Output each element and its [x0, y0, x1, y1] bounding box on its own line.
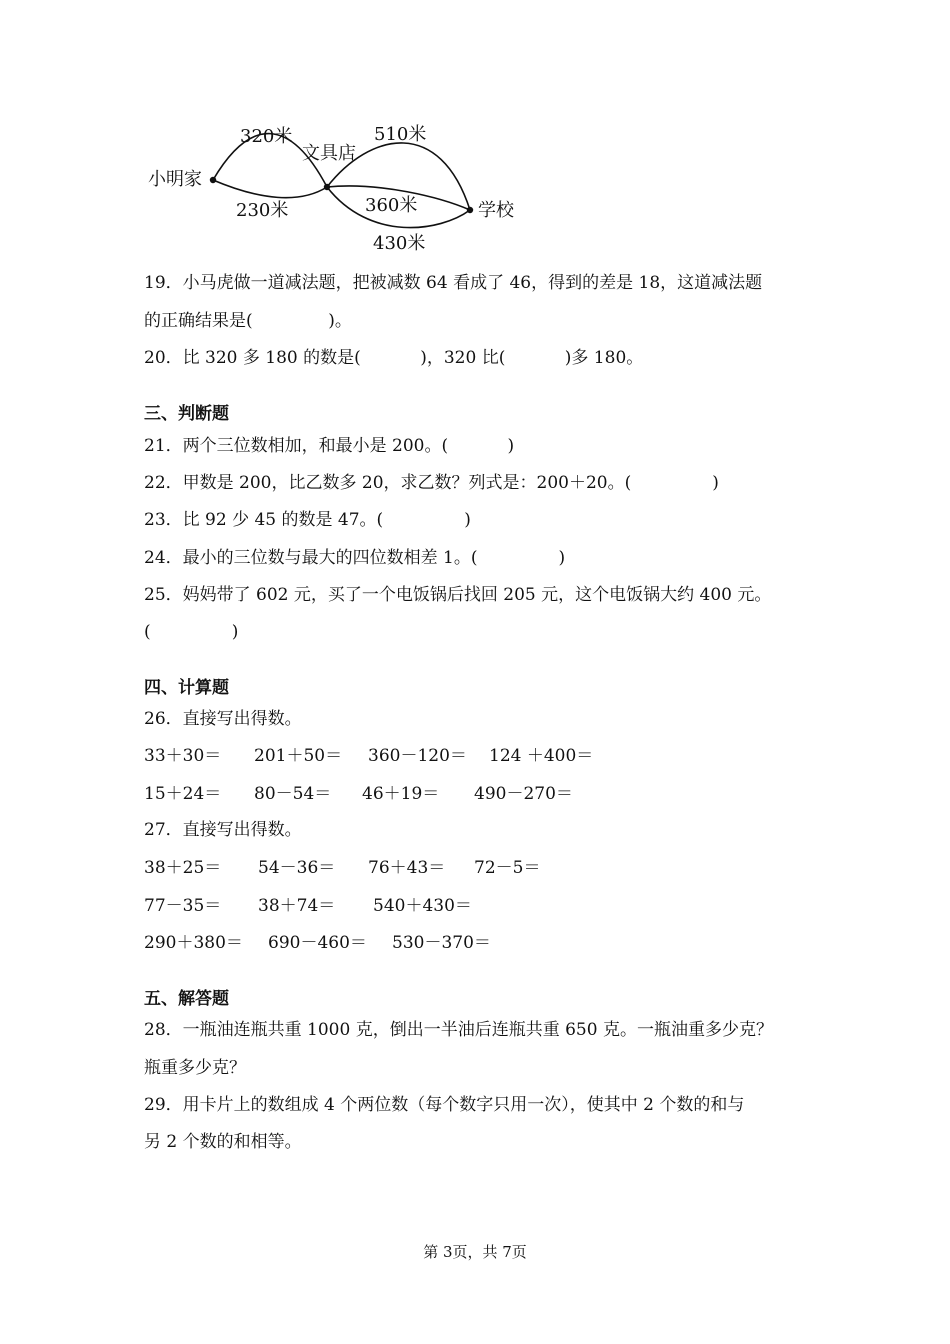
- section-3-title: 三、判断题: [144, 404, 229, 424]
- section-4-title: 四、计算题: [144, 678, 229, 698]
- page-number: 第 3页，共 7页: [423, 1243, 527, 1261]
- calc-item: 201＋50＝: [254, 746, 343, 766]
- question-19-line2: 的正确结果是( )。: [144, 311, 352, 331]
- store-point: [324, 184, 330, 190]
- calc-item: 46＋19＝: [362, 784, 440, 804]
- distance-label: 360米: [365, 195, 418, 216]
- question-28-line2: 瓶重多少克？: [144, 1058, 246, 1078]
- calc-item: 530－370＝: [392, 933, 491, 953]
- question-27: 27．直接写出得数。: [144, 820, 302, 840]
- calc-item: 54－36＝: [258, 858, 336, 878]
- home-point: [210, 177, 216, 183]
- calc-item: 38＋25＝: [144, 858, 222, 878]
- question-22: 22．甲数是 200，比乙数多 20，求乙数？列式是：200＋20。( ): [144, 473, 719, 493]
- question-21: 21．两个三位数相加，和最小是 200。( ): [144, 436, 515, 456]
- question-29-line1: 29．用卡片上的数组成 4 个两位数（每个数字只用一次），使其中 2 个数的和与: [144, 1095, 745, 1115]
- question-24: 24．最小的三位数与最大的四位数相差 1。( ): [144, 548, 566, 568]
- distance-label: 510米: [374, 124, 427, 145]
- calc-item: 15＋24＝: [144, 784, 222, 804]
- school-label: 学校: [478, 200, 514, 221]
- distance-label: 230米: [236, 200, 289, 221]
- home-label: 小明家: [148, 169, 202, 190]
- route-diagram: [140, 112, 540, 262]
- calc-item: 360－120＝: [368, 746, 467, 766]
- route-home-store-bottom: [213, 180, 327, 198]
- distance-label: 320米: [240, 126, 293, 147]
- question-26: 26．直接写出得数。: [144, 709, 302, 729]
- calc-item: 690－460＝: [268, 933, 367, 953]
- calc-item: 72－5＝: [474, 858, 541, 878]
- calc-item: 290＋380＝: [144, 933, 243, 953]
- calc-item: 33＋30＝: [144, 746, 222, 766]
- route-diagram-svg: [140, 112, 540, 262]
- distance-label: 430米: [373, 233, 426, 254]
- question-25-line2: ( ): [144, 622, 239, 642]
- calc-item: 124 ＋400＝: [489, 746, 594, 766]
- section-5-title: 五、解答题: [144, 989, 229, 1009]
- question-19-line1: 19．小马虎做一道减法题，把被减数 64 看成了 46，得到的差是 18，这道减法题: [144, 273, 763, 293]
- question-23: 23．比 92 少 45 的数是 47。( ): [144, 510, 471, 530]
- question-28-line1: 28．一瓶油连瓶共重 1000 克，倒出一半油后连瓶共重 650 克。一瓶油重多少克？: [144, 1020, 773, 1040]
- calc-item: 540＋430＝: [373, 896, 472, 916]
- school-point: [467, 207, 473, 213]
- question-29-line2: 另 2 个数的和相等。: [144, 1132, 302, 1152]
- store-label: 文具店: [302, 143, 356, 164]
- calc-item: 76＋43＝: [368, 858, 446, 878]
- calc-item: 38＋74＝: [258, 896, 336, 916]
- calc-item: 80－54＝: [254, 784, 332, 804]
- calc-item: 77－35＝: [144, 896, 222, 916]
- question-20: 20．比 320 多 180 的数是( )，320 比( )多 180。: [144, 348, 644, 368]
- calc-item: 490－270＝: [474, 784, 573, 804]
- question-25-line1: 25．妈妈带了 602 元，买了一个电饭锅后找回 205 元，这个电饭锅大约 400 元。: [144, 585, 772, 605]
